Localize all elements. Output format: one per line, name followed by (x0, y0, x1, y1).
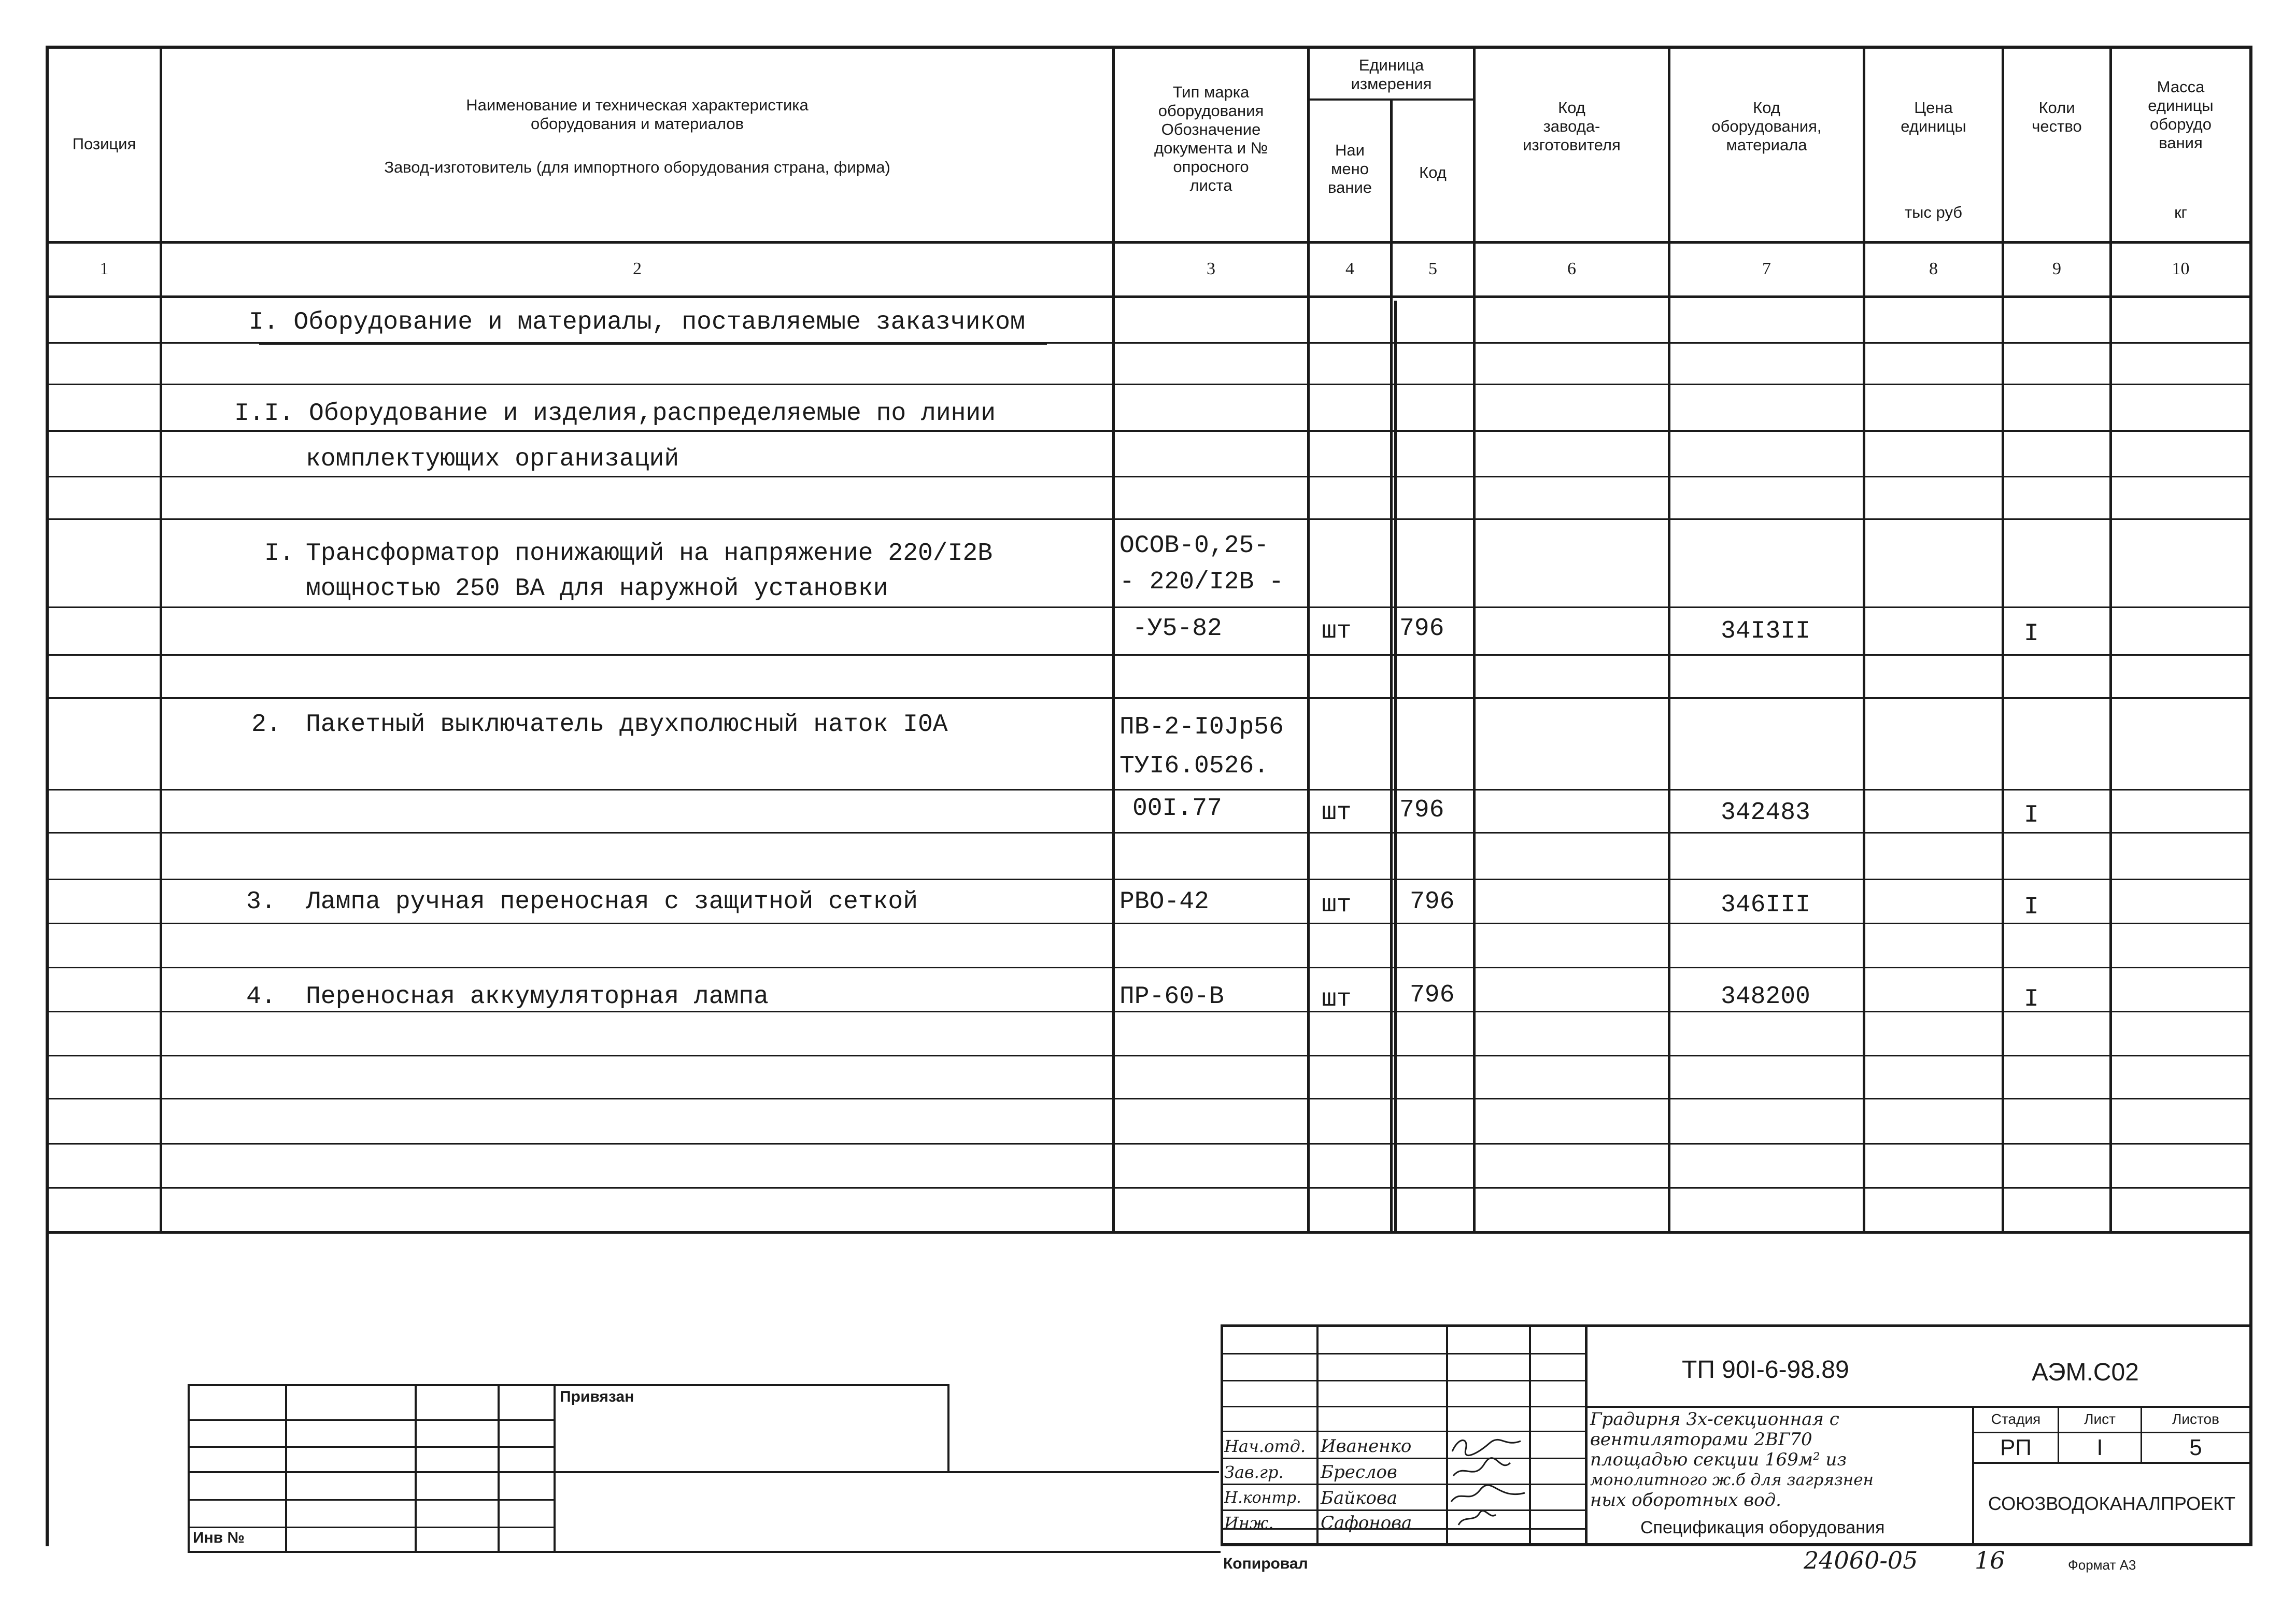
row-line (46, 967, 2252, 968)
item-quantity: I (2024, 985, 2039, 1013)
signatory-role: Зав.гр. (1224, 1462, 1284, 1482)
item-type-cont: - 220/I2В - (1119, 568, 1284, 596)
header-equipment-code: Код оборудования, материала (1711, 98, 1822, 154)
row-line (46, 518, 2252, 520)
row-line (46, 1187, 2252, 1189)
stamp-row (1221, 1380, 1588, 1381)
row-line (46, 654, 2252, 656)
row-line (46, 606, 2252, 608)
section-heading: I. Оборудование и материалы, поставляемые заказчиком (249, 308, 1025, 336)
header-manufacturer: Завод-изготовитель (для импортного оборудования страна, фирма) (384, 158, 890, 176)
sheets-label: Листов (2172, 1411, 2219, 1427)
stage-label: Стадия (1991, 1411, 2041, 1427)
item-unit-code: 796 (1399, 796, 1444, 824)
header-unit-mass: Масса единицы оборудо вания (2148, 78, 2214, 152)
item-unit-code: 796 (1410, 981, 1455, 1009)
column-number: 5 (1428, 259, 1437, 278)
stamp-row (1221, 1406, 1588, 1407)
column-number: 3 (1207, 259, 1215, 278)
row-line (46, 384, 2252, 385)
header-position: Позиция (72, 135, 136, 153)
attach-col (554, 1384, 556, 1553)
item-position: 3. (246, 888, 276, 916)
column-number: 10 (2172, 259, 2190, 278)
stamp-stage-row (1972, 1462, 2252, 1464)
item-type-cont: 00I.77 (1132, 795, 1222, 823)
item-name: Пакетный выключатель двухполюсный наток I0А (306, 711, 948, 739)
column-number: 9 (2052, 259, 2061, 278)
signatory-name: Иваненко (1321, 1436, 1412, 1457)
header-unit-of-measure: Единица измерения (1351, 56, 1432, 93)
object-title-line: ных оборотных вод. (1590, 1490, 1781, 1511)
signatory-name: Бреслов (1321, 1462, 1397, 1483)
item-unit: шт (1322, 985, 1352, 1013)
attach-row (188, 1499, 554, 1501)
item-unit: шт (1322, 799, 1352, 827)
row-line (46, 879, 2252, 880)
frame-bottom-line (1221, 1543, 2252, 1546)
row-line (46, 430, 2252, 432)
row-line (46, 1098, 2252, 1099)
row-line (46, 1055, 2252, 1056)
column-number: 8 (1929, 259, 1938, 278)
copied-by-label: Копировал (1223, 1555, 1308, 1572)
item-type: ОСОВ-0,25- (1119, 532, 1269, 560)
item-unit-code: 796 (1410, 888, 1455, 916)
item-equipment-code: 342483 (1721, 799, 1810, 827)
row-line (46, 1143, 2252, 1145)
header-price-unit: тыс руб (1904, 203, 1963, 221)
header-bottom-line (46, 241, 2252, 244)
stamp-row (1221, 1431, 1588, 1432)
item-type: ПВ-2-I0Jp56 (1119, 713, 1284, 741)
signatory-name: Байкова (1321, 1488, 1397, 1508)
attach-row (188, 1446, 554, 1448)
column-number: 1 (100, 259, 109, 278)
attach-bottom (188, 1551, 1221, 1553)
stamp-col (1585, 1324, 1588, 1546)
object-title-line: площадью секции 169м² из (1590, 1449, 1847, 1470)
header-unit-name: Наи мено вание (1327, 141, 1372, 196)
item-name: Переносная аккумуляторная лампа (306, 983, 769, 1011)
table-bottom-line (46, 1231, 2252, 1234)
stamp-title-divider (1585, 1406, 2252, 1408)
numbers-bottom-line (46, 295, 2252, 298)
column-number: 2 (633, 259, 642, 278)
item-position: 2. (251, 711, 281, 739)
format-label: Формат А3 (2068, 1557, 2136, 1573)
sheet-value: I (2096, 1435, 2103, 1460)
item-unit: шт (1322, 891, 1352, 919)
stamp-row (1221, 1353, 1588, 1354)
stamp-stage-row (1972, 1432, 2252, 1433)
signatory-name: Сафонова (1321, 1513, 1412, 1533)
stamp-row (1221, 1509, 1588, 1511)
item-equipment-code: 346III (1721, 891, 1810, 919)
signature-marks (1448, 1432, 1529, 1530)
item-type: ПР-60-В (1119, 983, 1224, 1011)
inventory-label: Инв № (193, 1529, 245, 1546)
header-quantity: Коли чество (2032, 98, 2082, 135)
stage-value: РП (2000, 1435, 2032, 1460)
row-line (46, 697, 2252, 699)
column-number: 4 (1345, 259, 1354, 278)
item-equipment-code: 348200 (1721, 983, 1810, 1011)
archive-page: 16 (1975, 1546, 2005, 1574)
header-name-characteristics: Наименование и техническая характеристика оборудования и материалов (466, 96, 809, 133)
subsection-heading: I.I. Оборудование и изделия,распределяемые по линии (234, 400, 996, 428)
signatory-role: Н.контр. (1224, 1489, 1301, 1507)
item-type: РВО-42 (1119, 888, 1209, 916)
header-manufacturer-code: Код завода- изготовителя (1523, 98, 1621, 154)
organization-name: СОЮЗВОДОКАНАЛПРОЕКТ (1988, 1493, 2236, 1514)
object-title-line: вентиляторами 2ВГ70 (1590, 1429, 1812, 1450)
item-unit-code: 796 (1399, 615, 1444, 643)
stamp-col (1529, 1324, 1531, 1546)
attach-col (947, 1384, 949, 1472)
header-mass-unit: кг (2174, 203, 2187, 221)
attached-label: Привязан (560, 1388, 634, 1405)
document-code: АЭМ.С02 (2032, 1359, 2139, 1386)
stamp-row (1221, 1484, 1588, 1485)
item-position: 4. (246, 983, 276, 1011)
row-line (46, 832, 2252, 834)
attach-row (188, 1527, 554, 1528)
frame-top-line (46, 46, 2252, 49)
attach-box-top (188, 1384, 949, 1386)
column-number: 7 (1762, 259, 1771, 278)
item-equipment-code: 34I3II (1721, 617, 1810, 645)
row-line (46, 789, 2252, 791)
attach-row (188, 1471, 1219, 1473)
object-title-line: монолитного ж.б для загрязнен (1590, 1471, 1874, 1489)
section-underline (259, 343, 1047, 345)
item-name: Лампа ручная переносная с защитной сеткой (306, 888, 918, 916)
sheets-value: 5 (2189, 1435, 2202, 1460)
item-quantity: I (2024, 893, 2039, 921)
header-subdivider (1307, 98, 1476, 101)
frame-right-line (2249, 46, 2252, 1546)
item-name-cont: мощностью 250 ВА для наружной установки (306, 575, 888, 603)
item-unit: шт (1322, 617, 1352, 645)
stamp-row (1221, 1458, 1588, 1459)
stamp-top (1221, 1324, 2252, 1327)
header-unit-code: Код (1419, 163, 1447, 181)
item-quantity: I (2024, 620, 2039, 648)
item-type-cont: ТУI6.0526. (1119, 752, 1269, 780)
item-type-cont: -У5-82 (1132, 615, 1222, 643)
col-divider (1394, 301, 1397, 1233)
attach-row (188, 1419, 554, 1421)
signatory-role: Нач.отд. (1224, 1436, 1306, 1456)
signatory-role: Инж. (1224, 1513, 1274, 1533)
archive-number: 24060-05 (1804, 1546, 1918, 1574)
item-position: I. (264, 540, 294, 568)
stamp-left (1221, 1324, 1223, 1546)
sheet-label: Лист (2084, 1411, 2116, 1427)
row-line (46, 476, 2252, 477)
stamp-col (1316, 1324, 1319, 1546)
item-name: Трансформатор понижающий на напряжение 220/I2В (306, 540, 993, 568)
header-type-mark: Тип марка оборудования Обозначение документа и № опросного листа (1154, 83, 1268, 194)
item-quantity: I (2024, 801, 2039, 829)
column-number: 6 (1567, 259, 1576, 278)
document-caption: Спецификация оборудования (1640, 1518, 1885, 1537)
subsection-heading-cont: комплектующих организаций (306, 445, 679, 473)
header-unit-price: Цена единицы (1901, 98, 1966, 135)
row-line (46, 923, 2252, 924)
document-number: ТП 90I-6-98.89 (1682, 1356, 1849, 1384)
object-title-line: Градирня 3х-секционная с (1590, 1409, 1839, 1430)
